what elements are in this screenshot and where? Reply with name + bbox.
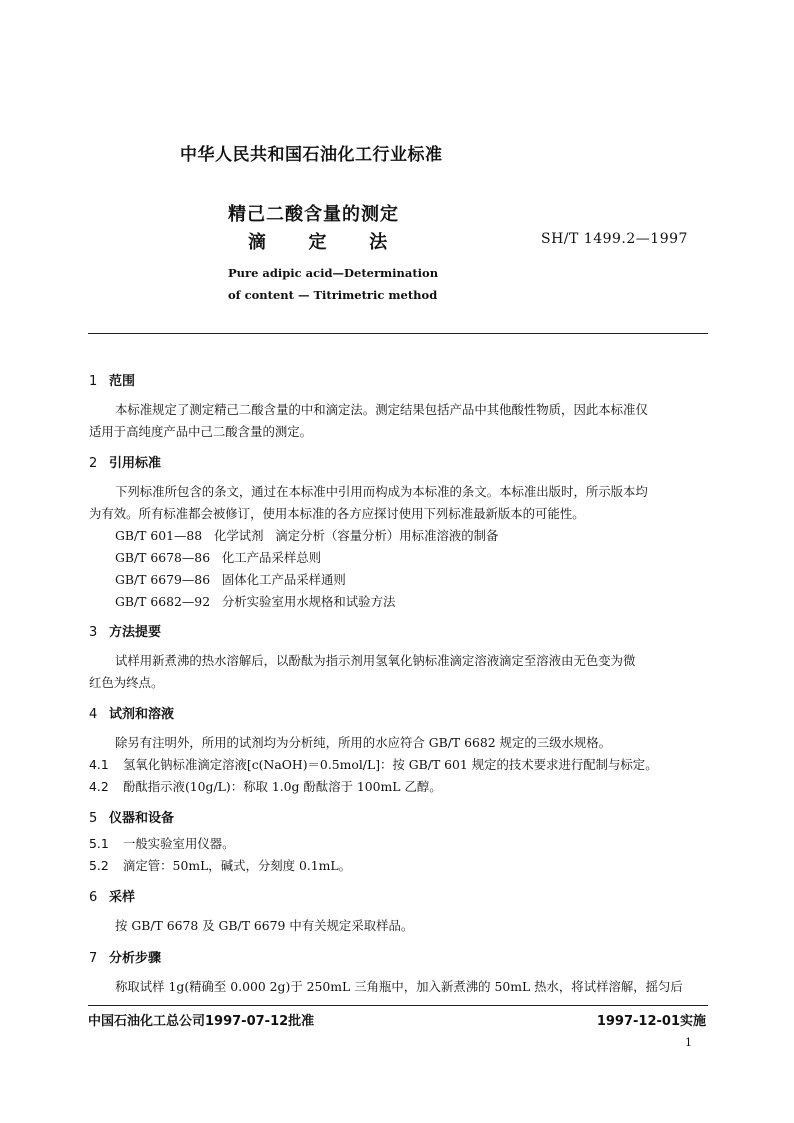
section-heading [89,886,135,905]
section-number: 3 [89,625,98,640]
implementation-date: 1997-12-01实施 [596,1014,706,1029]
document-title-cn: 精己二酸含量的测定 [228,204,399,225]
paragraph-line: 称取试样 1g(精确至 0.000 2g)于 250mL 三角瓶中，加入新煮沸的 50mL 热水，将试样溶解，摇匀后 [115,979,683,994]
clause-5-2 [89,855,351,877]
section-heading [89,703,174,722]
reference-item: GB/T 6679—86 固体化工产品采样通则 [115,572,346,587]
page-number: 1 [685,1036,692,1049]
clause-number: 4.1 [89,757,109,772]
section-heading [89,947,161,966]
paragraph-line: 下列标准所包含的条文，通过在本标准中引用而构成为本标准的条文。本标准出版时，所示版本均 [115,484,648,499]
section-number: 5 [89,811,98,826]
section-title: 方法提要 [109,625,162,640]
section-number: 6 [89,890,98,905]
clause-5-1 [89,833,235,855]
paragraph-line: 适用于高纯度产品中己二酸含量的测定。 [89,424,313,439]
paragraph-line: 除另有注明外，所用的试剂均为分析纯，所用的水应符合 GB/T 6682 规定的三级水规格。 [115,735,612,750]
clause-number: 5.2 [89,858,109,873]
standard-code: SH/T 1499.2—1997 [541,231,688,247]
reference-item: GB/T 6682—92 分析实验室用水规格和试验方法 [115,594,396,609]
clause-4-1 [89,754,658,776]
clause-number: 4.2 [89,779,109,794]
paragraph-line: 为有效。所有标准都会被修订，使用本标准的各方应探讨使用下列标准最新版本的可能性。 [89,506,585,521]
section-number: 1 [89,374,98,389]
section-title: 仪器和设备 [109,811,175,826]
paragraph-line: 红色为终点。 [89,675,164,690]
clause-4-2 [89,776,442,798]
section-title: 采样 [109,890,136,905]
section-number: 4 [89,707,98,722]
paragraph-line: 按 GB/T 6678 及 GB/T 6679 中有关规定采取样品。 [115,918,414,933]
section-heading [89,370,135,389]
section-heading [89,621,161,640]
issuing-organization: 中华人民共和国石油化工行业标准 [180,145,443,165]
section-title: 试剂和溶液 [109,707,175,722]
clause-text: 滴定管：50mL，碱式，分刻度 0.1mL。 [123,858,352,873]
clause-text: 氢氧化钠标准滴定溶液[c(NaOH)＝0.5mol/L]：按 GB/T 601 规定的技术要求进行配制与标定。 [123,757,658,772]
header-divider [88,333,708,334]
document-title-en: Pure adipic acid—Determination [228,266,439,280]
clause-number: 5.1 [89,836,109,851]
section-title: 分析步骤 [109,951,162,966]
section-title: 引用标准 [109,456,162,471]
footer-divider [88,1005,708,1006]
clause-text: 一般实验室用仪器。 [123,836,235,851]
section-heading [89,452,161,471]
section-heading [89,807,174,826]
section-number: 7 [89,951,98,966]
reference-item: GB/T 601—88 化学试剂 滴定分析（容量分析）用标准溶液的制备 [115,528,499,543]
section-title: 范围 [109,374,136,389]
paragraph-line: 试样用新煮沸的热水溶解后，以酚酞为指示剂用氢氧化钠标准滴定溶液滴定至溶液由无色变为微 [115,653,636,668]
reference-item: GB/T 6678—86 化工产品采样总则 [115,550,322,565]
document-subtitle-cn: 滴 定 法 [248,232,398,253]
section-number: 2 [89,456,98,471]
approval-line: 中国石油化工总公司1997-07-12批准 [88,1014,315,1029]
paragraph-line: 本标准规定了测定精己二酸含量的中和滴定法。测定结果包括产品中其他酸性物质，因此本标准仅 [115,402,648,417]
clause-text: 酚酞指示液(10g/L)：称取 1.0g 酚酞溶于 100mL 乙醇。 [123,779,442,794]
document-subtitle-en: of content — Titrimetric method [228,288,438,302]
